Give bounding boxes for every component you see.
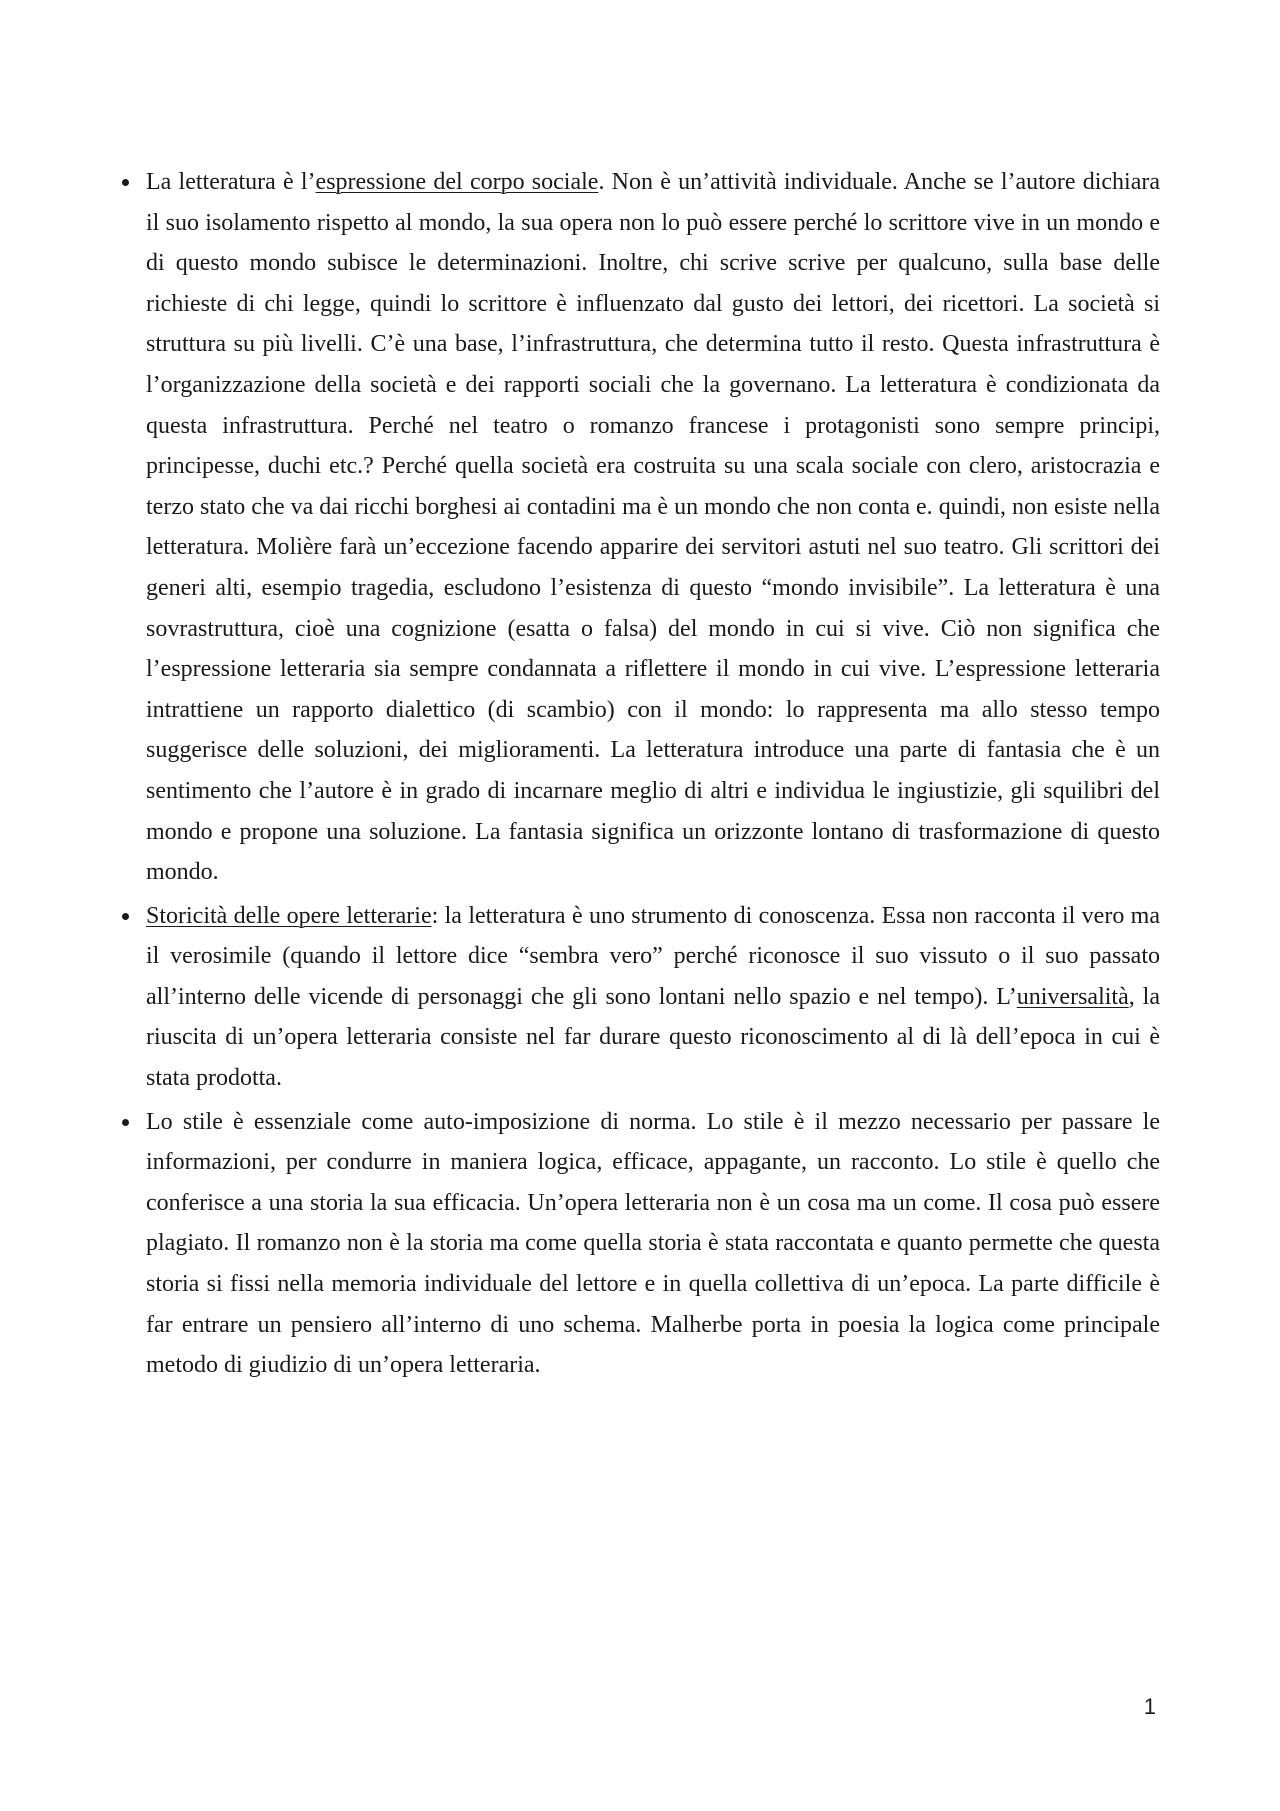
item-text: Lo stile è essenziale come auto-imposizione di norma. Lo stile è il mezzo necessario per passare le informazioni, per condurre in maniera logica, efficace, appagante, un racconto. Lo stile è quello che conferisce a una storia la sua efficacia. Un’opera letteraria non è un cosa ma un come. Il cosa può essere plagiato. Il romanzo non è la storia ma come quella storia è stata raccontata e quanto permette che questa storia si fissi nella memoria individuale del lettore e in quella collettiva di un’epoca. La parte difficile è far entrare un pensiero all’interno di uno schema. Malherbe porta in poesia la logica come principale metodo di giudizio di un’opera letteraria. bbox=[146, 1108, 1160, 1379]
item-text: , la riuscita di un’opera letteraria consiste nel far durare questo riconoscimento al di là dell’epoca in cui è stata prodotta. bbox=[146, 983, 1160, 1092]
bullet-icon bbox=[122, 913, 129, 920]
list-item bbox=[116, 896, 1160, 1099]
item-text: . Non è un’attività individuale. Anche se l’autore dichiara il suo isolamento rispetto al mondo, la sua opera non lo può essere perché lo scrittore vive in un mondo e di questo mondo subisce le determinazioni. Inoltre, chi scrive scrive per qualcuno, sulla base delle richieste di chi legge, quindi lo scrittore è influenzato dal gusto dei lettori, dei ricettori. La società si struttura su più livelli. C’è una base, l’infrastruttura, che determina tutto il resto. Questa infrastruttura è l’organizzazione della società e dei rapporti sociali che la governano. La letteratura è condizionata da questa infrastruttura. Perché nel teatro o romanzo francese i protagonisti sono sempre principi, principesse, duchi etc.? Perché quella società era costruita su una scala sociale con clero, aristocrazia e terzo stato che va dai ricchi borghesi ai contadini ma è un mondo che non conta e. quindi, non esiste nella letteratura. Molière farà un’eccezione facendo apparire dei servitori astuti nel suo teatro. Gli scrittori dei generi alti, esempio tragedia, escludono l’esistenza di questo “mondo invisibile”. La letteratura è una sovrastruttura, cioè una cognizione (esatta o falsa) del mondo in cui si vive. Ciò non significa che l’espressione letteraria sia sempre condannata a riflettere il mondo in cui vive. L’espressione letteraria intrattiene un rapporto dialettico (di scambio) con il mondo: lo rappresenta ma allo stesso tempo suggerisce delle soluzioni, dei miglioramenti. La letteratura introduce una parte di fantasia che è un sentimento che l’autore è in grado di incarnare meglio di altri e individua le ingiustizie, gli squilibri del mondo e propone una soluzione. La fantasia significa un orizzonte lontano di trasformazione di questo mondo. bbox=[146, 169, 1160, 886]
bullet-icon bbox=[122, 1119, 129, 1126]
underlined-term: universalità bbox=[1016, 983, 1129, 1010]
list-item bbox=[116, 1102, 1160, 1386]
item-text: : la letteratura è uno strumento di conoscenza. Essa non racconta il vero ma il verosimile (quando il lettore dice “sembra vero” perché riconosce il suo vissuto o il suo passato all’interno delle vicende di personaggi che gli sono lontani nello spazio e nel tempo). L’ bbox=[146, 902, 1160, 1010]
bullet-icon bbox=[122, 179, 129, 186]
underlined-term: Storicità delle opere letterarie bbox=[146, 902, 432, 929]
list-item bbox=[116, 162, 1160, 893]
page-number: 1 bbox=[1143, 1694, 1156, 1719]
underlined-term: espressione del corpo sociale bbox=[315, 169, 599, 195]
bullet-list bbox=[116, 162, 1160, 1386]
item-text-start: La letteratura è l’ bbox=[146, 169, 316, 195]
document-body bbox=[116, 162, 1160, 1389]
